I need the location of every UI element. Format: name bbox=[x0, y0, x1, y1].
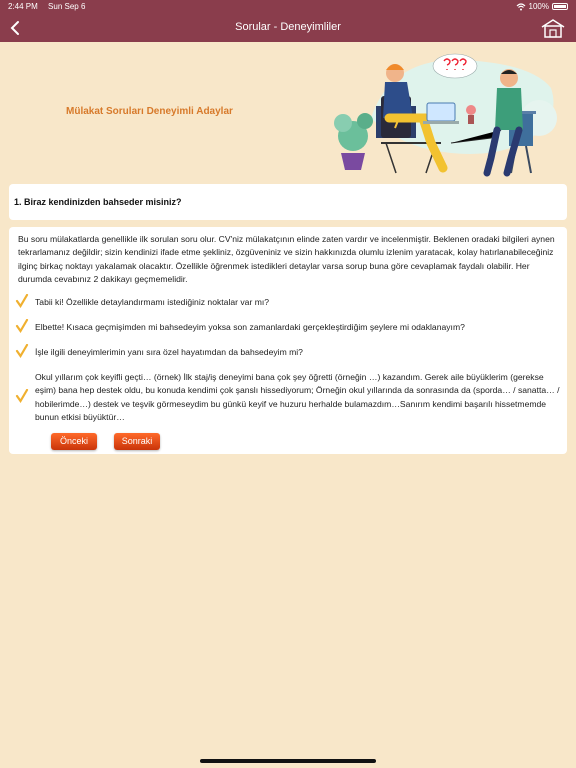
status-time: 2:44 PM bbox=[8, 2, 38, 11]
option-3: İşle ilgili deneyimlerimin yanı sıra özel hayatımdan da bahsedeyim mi? bbox=[35, 347, 303, 357]
option-2: Elbette! Kısaca geçmişimden mi bahsedeyim yoksa son zamanlardaki gerçekleştirdiğim şeylere mi odaklanayım? bbox=[35, 322, 465, 332]
battery-percent: 100% bbox=[528, 2, 549, 11]
home-indicator[interactable] bbox=[200, 759, 376, 763]
page-title: Sorular - Deneyimliler bbox=[235, 21, 341, 33]
banner bbox=[9, 48, 567, 178]
checkmark-icon bbox=[15, 344, 29, 358]
option-4: Okul yıllarım çok keyifli geçti… (örnek) İlk staj/iş deneyimi bana çok şey öğretti (örneğin …) kazandım. Gerek aile büyüklerim (gerekse eşim) bana hep destek oldu, bu konuda kendimi çok şanslı hissediyorum; Örneğin okul yıllarında da sonrasında da (sporda… / sanatta… / hobilerimde…) destek ve teşvik görmeseydim bu günkü keyif ve huzuru herhalde bulamazdım…Sanırım kendimi başarılı hissetmemde bunun etkisi büyüktür… bbox=[35, 372, 560, 423]
checkmark-icon bbox=[15, 294, 29, 308]
checkmark-icon bbox=[15, 389, 29, 403]
home-icon[interactable] bbox=[540, 18, 566, 38]
checkmark-icon bbox=[15, 319, 29, 333]
question-text: 1. Biraz kendinizden bahseder misiniz? bbox=[14, 197, 182, 207]
banner-title: Mülakat Soruları Deneyimli Adaylar bbox=[66, 106, 233, 117]
status-bar bbox=[0, 0, 576, 14]
answer-intro: Bu soru mülakatlarda genellikle ilk sorulan soru olur. CV'niz mülakatçının elinde zaten vardır ve incelenmiştir. Beklenen oradaki bilgileri aynen tekrarlamanız değildir; sizin kendinizi ifade etme şekliniz, özgüveniniz ve sizin hakkınızda olumlu izlenim yaratacak, kolay hatırlanabileceğiniz ilginç birkaç noktayı yakalamak olacaktır. Özellikle öğrenmek istedikleri detaylar varsa sorup buna göre cevaplamak faydalı olabilir. Her durumda cevabınız 2 dakikayı geçmemelidir. bbox=[18, 234, 555, 285]
navigation-bar bbox=[0, 14, 576, 42]
next-button[interactable]: Sonraki bbox=[114, 433, 160, 450]
wifi-icon bbox=[516, 3, 526, 11]
option-1: Tabii ki! Özellikle detaylandırmamı istediğiniz noktalar var mı? bbox=[35, 297, 270, 307]
answer-card bbox=[9, 227, 567, 454]
question-card bbox=[9, 184, 567, 220]
battery-icon bbox=[552, 3, 568, 10]
status-date: Sun Sep 6 bbox=[48, 2, 86, 11]
previous-button[interactable]: Önceki bbox=[51, 433, 97, 450]
interview-illustration bbox=[331, 48, 567, 178]
